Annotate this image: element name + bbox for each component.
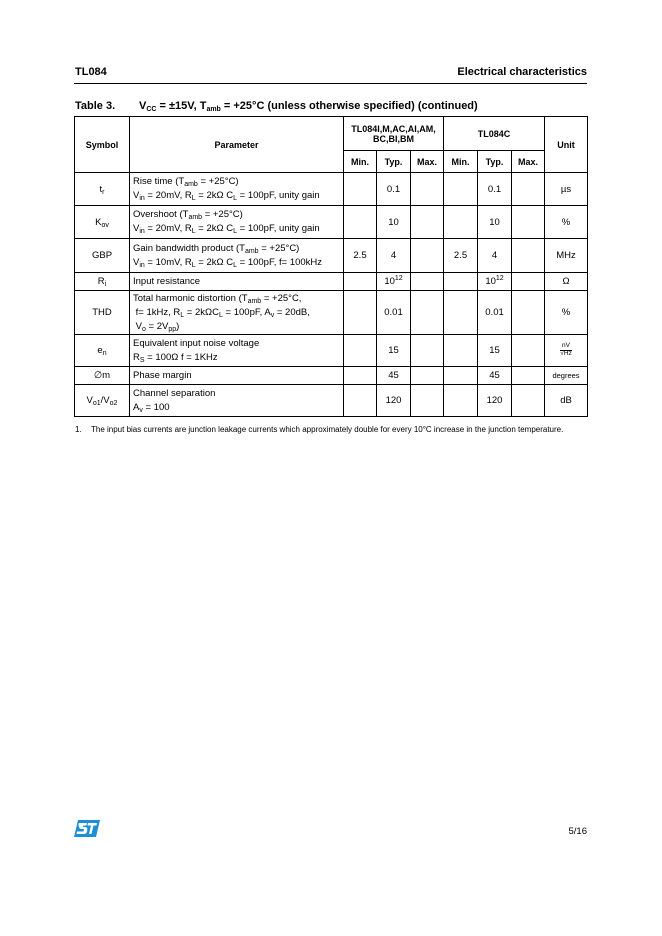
symbol-cell: $R_i$ [75,273,130,291]
table-footnote [75,425,580,435]
unit-cell: dB [545,385,588,417]
unit-cell: % [545,206,588,239]
header-symbol: Symbol [75,117,130,173]
typ-cell: 0.01 [377,291,411,335]
header-group-tl084c: TL084C [444,117,545,151]
max-cell [512,273,545,291]
parameter-cell: Channel separation $A_v = 100$ [130,385,344,417]
typ-cell: 45 [377,367,411,385]
max-cell [411,173,444,206]
typ-cell: 4 [377,239,411,273]
max-cell [512,173,545,206]
max-cell [512,385,545,417]
typ-cell: 4 [478,239,512,273]
st-logo-svg [74,820,100,837]
min-cell: 2.5 [444,239,478,273]
table-row [75,206,588,239]
min-cell [444,273,478,291]
table-row [75,273,588,291]
max-cell [512,291,545,335]
max-cell [411,367,444,385]
min-cell [344,273,377,291]
min-cell [344,291,377,335]
min-cell [444,335,478,367]
symbol-cell: $e_n$ [75,335,130,367]
header-parameter: Parameter [130,117,344,173]
min-cell [344,206,377,239]
max-cell [411,335,444,367]
table-row [75,291,588,335]
header-doc-title: TL084 [75,66,107,78]
symbol-cell: THD [75,291,130,335]
min-cell [344,385,377,417]
min-cell [444,291,478,335]
typ-cell: 120 [478,385,512,417]
header-min: Min. [444,151,478,173]
max-cell [411,206,444,239]
unit-cell: µs [545,173,588,206]
header-typ: Typ. [377,151,411,173]
typ-cell: 15 [478,335,512,367]
symbol-cell: ∅m [75,367,130,385]
typ-cell: 45 [478,367,512,385]
parameter-cell: Phase margin [130,367,344,385]
min-cell [344,367,377,385]
table-caption: Table 3. $V_{CC} = \pm 15V$, $T_{amb} = +25^\circ C$ (unless otherwise specified) (continued) [75,100,478,113]
parameter-cell: Gain bandwidth product $(T_{amb} = +25^\circ C)$ $V_{in} = 10mV$, $R_L = 2k\Omega$ $C_L = 100pF$, f= 100kHz [130,239,344,273]
max-cell [411,273,444,291]
symbol-cell: $K_{ov}$ [75,206,130,239]
typ-cell: $10^{12}$ [478,273,512,291]
table-row [75,385,588,417]
table-row [75,239,588,273]
symbol-cell: GBP [75,239,130,273]
parameter-cell: Overshoot $(T_{amb} = +25^\circ C)$ $V_{in} = 20mV$, $R_L = 2k\Omega$ $C_L = 100pF$, unity gain [130,206,344,239]
table-row [75,173,588,206]
table-row [75,367,588,385]
min-cell [444,173,478,206]
footnote-text: The input bias currents are junction leakage currents which approximately double for every 10°C increase in the junction temperature. [91,425,564,434]
min-cell [344,335,377,367]
min-cell [444,367,478,385]
typ-cell: 0.1 [478,173,512,206]
header-min: Min. [344,151,377,173]
min-cell [444,385,478,417]
typ-cell: 15 [377,335,411,367]
unit-cell: Ω [545,273,588,291]
max-cell [411,291,444,335]
typ-cell: 120 [377,385,411,417]
max-cell [512,335,545,367]
header-max: Max. [512,151,545,173]
page-number: 5/16 [568,826,587,837]
electrical-characteristics-table [74,116,588,417]
max-cell [512,206,545,239]
header-unit: Unit [545,117,588,173]
max-cell [512,367,545,385]
header-group-tl084i: TL084I,M,AC,AI,AM, BC,BI,BM [344,117,444,151]
max-cell [512,239,545,273]
max-cell [411,239,444,273]
max-cell [411,385,444,417]
parameter-cell: Rise time $(T_{amb} = +25^\circ C)$ $V_{in} = 20mV$, $R_L = 2k\Omega$ $C_L = 100pF$, unity gain [130,173,344,206]
symbol-cell: $V_{o1}/V_{o2}$ [75,385,130,417]
table-header-row [75,117,588,151]
min-cell [444,206,478,239]
unit-cell: MHz [545,239,588,273]
unit-cell: degrees [545,367,588,385]
unit-cell: % [545,291,588,335]
unit-cell [545,335,588,367]
parameter-cell: Input resistance [130,273,344,291]
header-typ: Typ. [478,151,512,173]
symbol-cell: $t_r$ [75,173,130,206]
min-cell [344,173,377,206]
typ-cell: 0.01 [478,291,512,335]
parameter-cell: Equivalent input noise voltage $R_S = 100\Omega$ f = 1KHz [130,335,344,367]
header-divider [74,83,587,84]
min-cell: 2.5 [344,239,377,273]
table-number: Table 3. [75,100,116,112]
parameter-cell: Total harmonic distortion ($T_{amb} = +25^\circ C$, f= 1kHz, $R_L = 2k\Omega C_L = 100pF$, $A_v = 20dB$, $V_o = 2V_{pp}$) [130,291,344,335]
typ-cell: 10 [377,206,411,239]
table-row [75,335,588,367]
header-max: Max. [411,151,444,173]
typ-cell: 10 [478,206,512,239]
footnote-number: 1. [75,425,82,434]
typ-cell: $10^{12}$ [377,273,411,291]
nv-per-root-hz-unit: $\frac{nV}{√Hz}$ [560,342,572,358]
typ-cell: 0.1 [377,173,411,206]
st-logo-icon [74,820,100,837]
header-section-title: Electrical characteristics [457,66,587,78]
